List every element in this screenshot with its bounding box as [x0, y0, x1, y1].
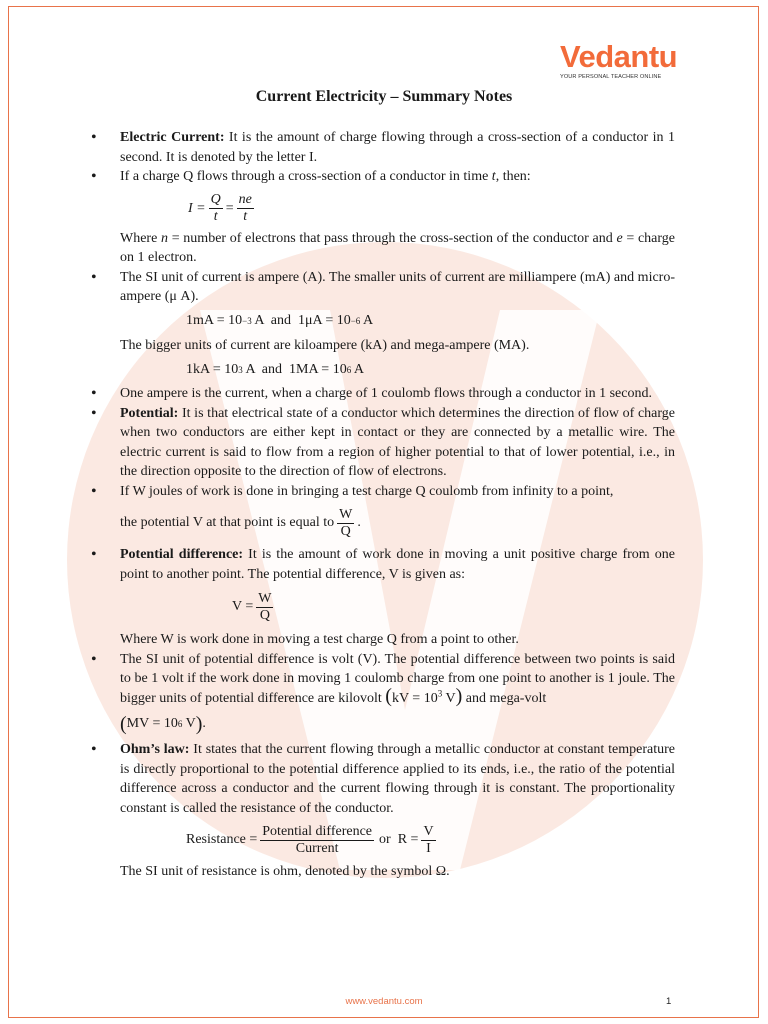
paren-open: (: [120, 713, 127, 735]
equation-milliampere: 1mA = 10 −3 A and 1μA = 10 −6 A: [186, 309, 675, 334]
bullet-work-done: [120, 482, 675, 502]
eq-part: A and 1MA = 10: [242, 361, 347, 377]
paren-close: ): [455, 684, 463, 707]
text: the potential V at that point is equal to: [120, 515, 335, 531]
bullet-text: It states that the current flowing through a metallic conductor at constant temperature is directly proportional to the potential difference applied to its ends, i.e., the ratio of the potential difference across a conductor and the current flowing through it is constant. The proportionality constant is called the resistance of the conductor.: [120, 742, 675, 816]
equation-megavolt: ( MV = 10 6 V ) .: [120, 713, 206, 735]
eq-part: V: [182, 716, 196, 732]
bullet-text: One ampere is the current, when a charge of 1 coulomb flows through a conductor in 1 second.: [120, 386, 652, 401]
bullet-text: If W joules of work is done in bringing a test charge Q coulomb from infinity to a point,: [120, 483, 614, 499]
bullet-one-ampere: [120, 384, 675, 404]
var-n: n: [161, 230, 169, 246]
var-e: e: [616, 230, 623, 246]
text: The SI unit of resistance is ohm, denoted by the symbol: [120, 864, 433, 879]
notes-body: [120, 128, 675, 882]
numerator: V: [423, 823, 434, 839]
numerator: W: [258, 590, 272, 606]
numerator: ne: [238, 192, 252, 207]
page-number: 1: [666, 996, 672, 1007]
eq-part: A and 1μA = 10: [251, 313, 351, 329]
denominator: t: [243, 209, 248, 224]
period: .: [202, 716, 206, 732]
bullet-si-unit-volt: [120, 650, 675, 709]
bullet-electric-current: [120, 128, 675, 167]
fraction-v-i: [421, 824, 435, 857]
equation-potential: [120, 503, 675, 543]
period: .: [357, 515, 361, 531]
bullet-text: It is that electrical state of a conductor which determines the direction of flow of charge when two conductors are either kept in contact or they are connected by a metallic wire. The electric current is said to flow from a region of higher potential to that of lower potential, i.e., in the direction opposite to the direction of flow of electrons.: [120, 405, 675, 479]
eq-part: MV = 10: [126, 716, 178, 732]
fraction-w-q: [337, 507, 354, 540]
bullet-ohms-law: [120, 740, 675, 818]
fraction-pd-current: [260, 824, 374, 857]
eq-lhs: V =: [232, 599, 254, 615]
vedantu-logo[interactable]: [560, 40, 678, 80]
period: .: [446, 864, 450, 879]
eq-part: A: [351, 361, 365, 377]
bullet-text: It is the amount of charge flowing through a cross-section of a conductor in 1 second. It is denoted by the letter I.: [120, 130, 676, 165]
bullet-charge-flow: [120, 167, 675, 187]
paragraph-where-w: Where W is work done in moving a test charge Q from a point to other.: [120, 632, 519, 647]
bullet-potential-difference: [120, 545, 675, 584]
bullet-si-unit-current: [120, 268, 675, 307]
eq-or: or R =: [379, 832, 419, 848]
exponent: 3: [437, 687, 443, 698]
footer-url-link[interactable]: www.vedantu.com: [345, 996, 423, 1007]
equation-current: [188, 189, 675, 229]
paragraph-ohm-unit: [120, 862, 675, 882]
term-ohms-law: Ohm’s law:: [120, 742, 190, 757]
denominator: t: [213, 209, 218, 224]
eq-part: A: [360, 313, 374, 329]
bullet-text: The SI unit of potential difference is volt (V). The potential difference between two points is said to be 1 volt if the work done in moving 1 coulomb charge from one point to another is 1 joule. The bigger units of potential difference are kilovolt: [120, 651, 675, 706]
numerator: Potential difference: [262, 823, 373, 839]
paren-open: (: [385, 684, 392, 707]
logo-wordmark: Vedantu: [560, 39, 678, 74]
denominator: Q: [340, 523, 351, 539]
bullet-text: The SI unit of current is ampere (A). The smaller units of current are milliampere (mA) and micro-ampere (μ A).: [120, 269, 675, 304]
page-title: Current Electricity – Summary Notes: [255, 88, 513, 105]
eq-part: 1kA = 10: [186, 361, 239, 377]
equation-resistance: [186, 820, 675, 860]
fraction-w-q: [256, 591, 273, 624]
text: = charge on 1 electron.: [120, 230, 675, 265]
eq-part: V: [442, 690, 456, 706]
denominator: Current: [295, 840, 339, 856]
bullet-text: If a charge Q flows through a cross-section of a conductor in time: [120, 169, 492, 184]
bullet-text: It is the amount of work done in moving a unit positive charge from one point to another point. The potential difference, V is given as:: [120, 547, 675, 582]
term-potential-difference: Potential difference:: [120, 547, 244, 562]
fraction-ne-t: [237, 192, 254, 225]
equation-kiloampere: 1kA = 10 3 A and 1MA = 10 6 A: [186, 357, 675, 382]
term-electric-current: Electric Current:: [120, 130, 225, 145]
text: and mega-volt: [462, 690, 547, 706]
eq-part: kV = 10: [391, 690, 438, 706]
logo-tagline: YOUR PERSONAL TEACHER ONLINE: [560, 74, 662, 80]
bullet-text: , then:: [495, 169, 531, 184]
eq-part: 1mA = 10: [186, 313, 243, 329]
text: Where: [120, 230, 162, 246]
denominator: Q: [259, 607, 270, 623]
eq-lhs: I =: [188, 200, 206, 216]
term-potential: Potential:: [120, 405, 179, 421]
numerator: Q: [210, 192, 221, 207]
denominator: I: [426, 840, 431, 856]
var-t: t: [491, 169, 496, 184]
ohm-symbol: Ω: [435, 864, 447, 879]
paragraph-bigger-units: The bigger units of current are kiloampere (kA) and mega-ampere (MA).: [120, 337, 530, 353]
numerator: W: [339, 506, 353, 522]
fraction-q-t: [209, 192, 223, 225]
text: = number of electrons that pass through the cross-section of the conductor and: [168, 230, 617, 246]
eq-equals: =: [225, 200, 234, 216]
bullet-potential: [120, 404, 675, 482]
paren-close: ): [195, 713, 203, 735]
eq-lhs: Resistance =: [186, 832, 258, 848]
paragraph-where-n: [120, 229, 675, 268]
equation-potential-difference: [232, 586, 675, 628]
